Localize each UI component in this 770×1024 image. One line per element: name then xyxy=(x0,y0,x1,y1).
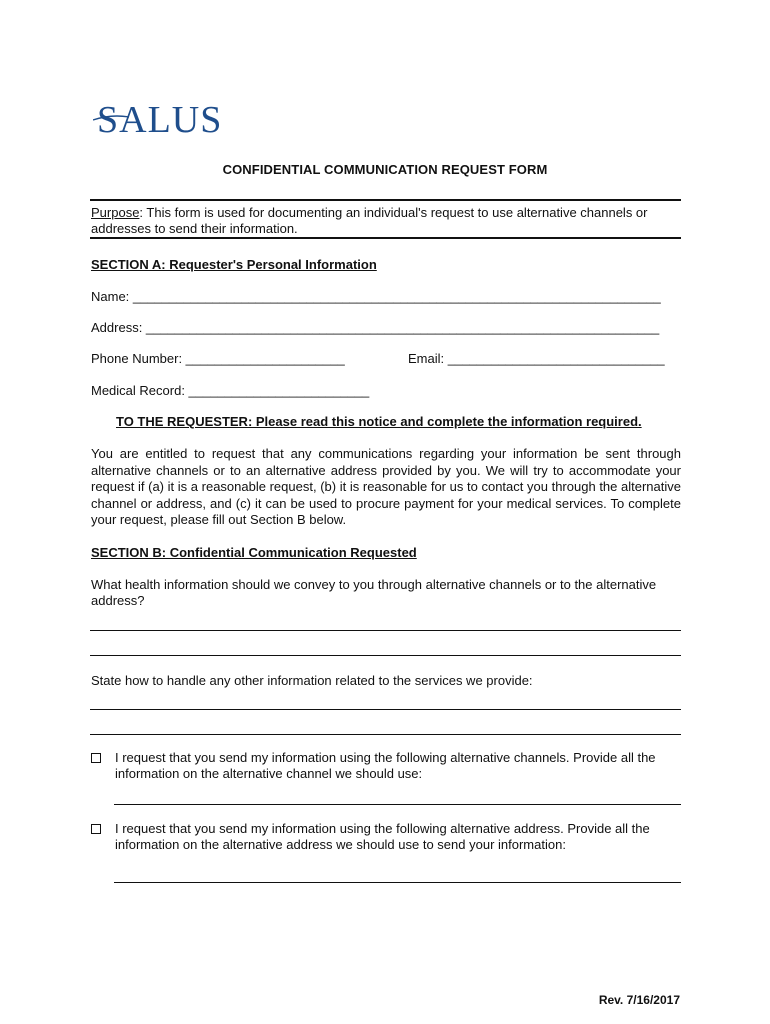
revision-date: Rev. 7/16/2017 xyxy=(598,993,680,1007)
intro-paragraph: You are entitled to request that any communications regarding your information be sent through alternative channels or to an alternative address provided by you. We will try to accommodate your request if (a) it is a reasonable request, (b) it is reasonable for us to contact you through the alternative channel or address, and (c) it can be used to procure payment for your medical services. To complete your request, please fill out Section B below. xyxy=(91,446,681,527)
form-title: CONFIDENTIAL COMMUNICATION REQUEST FORM xyxy=(222,162,548,177)
address-field[interactable]: Address: _______________________________________________________________________ xyxy=(91,320,660,335)
channels-checkbox[interactable] xyxy=(91,753,101,763)
answer-line-health-1[interactable] xyxy=(90,630,681,631)
section-b-heading: SECTION B: Confidential Communication Requested xyxy=(91,545,417,560)
answer-line-other-2[interactable] xyxy=(90,734,681,735)
purpose-label: Purpose xyxy=(91,205,140,220)
answer-line-other-1[interactable] xyxy=(90,709,681,710)
answer-line-health-2[interactable] xyxy=(90,655,681,656)
purpose-text xyxy=(91,205,681,237)
purpose-body: : This form is used for documenting an individual's request to use alternative channels or addresses to send their information. xyxy=(91,205,648,236)
option-alternative-address xyxy=(91,821,681,853)
question-health-info: What health information should we convey to you through alternative channels or to the alternative address? xyxy=(91,577,657,608)
question-other-info: State how to handle any other information related to the services we provide: xyxy=(91,673,533,688)
salus-logo xyxy=(93,96,223,140)
requester-notice: TO THE REQUESTER: Please read this notice and complete the information required. xyxy=(116,414,642,429)
section-a-heading: SECTION A: Requester's Personal Information xyxy=(91,257,377,272)
email-field[interactable]: Email: ______________________________ xyxy=(408,351,665,366)
medical-record-field[interactable]: Medical Record: _________________________ xyxy=(91,383,370,398)
name-field[interactable]: Name: _________________________________________________________________________ xyxy=(91,289,661,304)
channels-option-text: I request that you send my information using the following alternative channels. Provide all the information on the alternative channel we should use: xyxy=(115,750,656,781)
phone-field[interactable]: Phone Number: ______________________ xyxy=(91,351,345,366)
logo-wordmark: SALUS xyxy=(97,99,223,140)
address-checkbox[interactable] xyxy=(91,824,101,834)
purpose-top-rule xyxy=(90,199,681,201)
option-alternative-channels xyxy=(91,750,681,782)
answer-line-channels[interactable] xyxy=(114,804,681,805)
address-option-text: I request that you send my information using the following alternative address. Provide all the information on the alternative address we should use to send your information: xyxy=(115,821,650,852)
purpose-bottom-rule xyxy=(90,237,681,239)
answer-line-address[interactable] xyxy=(114,882,681,883)
